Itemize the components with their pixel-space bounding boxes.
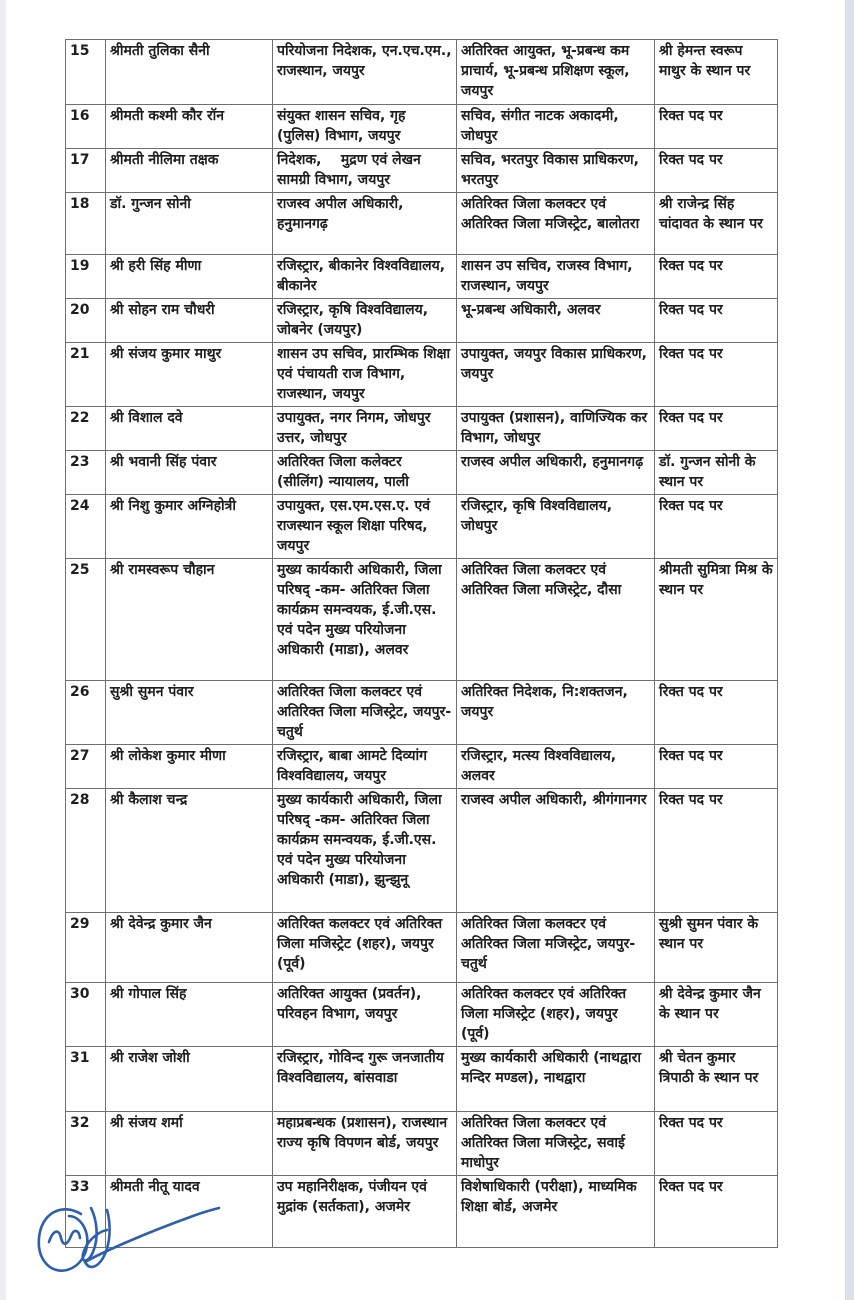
new-post-cell: अतिरिक्त निदेशक, नि:शक्तजन, जयपुर bbox=[457, 681, 655, 745]
new-post-cell: उपायुक्त, जयपुर विकास प्राधिकरण, जयपुर bbox=[457, 343, 655, 407]
current-post-cell: रजिस्ट्रार, गोविन्द गुरू जनजातीय विश्वविद्यालय, बांसवाडा bbox=[273, 1047, 457, 1112]
new-post-cell: रजिस्ट्रार, मत्स्य विश्वविद्यालय, अलवर bbox=[457, 745, 655, 789]
table-row bbox=[66, 451, 778, 495]
current-post-cell: उपायुक्त, नगर निगम, जोधपुर उत्तर, जोधपुर bbox=[273, 407, 457, 451]
table-row bbox=[66, 1047, 778, 1112]
table-row bbox=[66, 983, 778, 1047]
new-post-cell: उपायुक्त (प्रशासन), वाणिज्यिक कर विभाग, जोधपुर bbox=[457, 407, 655, 451]
remark-cell: रिक्त पद पर bbox=[655, 149, 778, 193]
current-post-cell: अतिरिक्त जिला कलक्टर एवं अतिरिक्त जिला मजिस्ट्रेट, जयपुर-चतुर्थ bbox=[273, 681, 457, 745]
serial-number-cell: 19 bbox=[66, 255, 106, 299]
current-post-cell: राजस्व अपील अधिकारी, हनुमानगढ़ bbox=[273, 193, 457, 255]
officer-name-cell: श्री लोकेश कुमार मीणा bbox=[106, 745, 273, 789]
new-post-cell: राजस्व अपील अधिकारी, श्रीगंगानगर bbox=[457, 789, 655, 913]
serial-number-cell: 28 bbox=[66, 789, 106, 913]
table-row bbox=[66, 407, 778, 451]
remark-cell: श्रीमती सुमित्रा मिश्र के स्थान पर bbox=[655, 559, 778, 681]
officer-name-cell: श्री राजेश जोशी bbox=[106, 1047, 273, 1112]
remark-cell: सुश्री सुमन पंवार के स्थान पर bbox=[655, 913, 778, 983]
remark-cell: रिक्त पद पर bbox=[655, 495, 778, 559]
table-row bbox=[66, 193, 778, 255]
new-post-cell: अतिरिक्त जिला कलक्टर एवं अतिरिक्त जिला मजिस्ट्रेट, जयपुर-चतुर्थ bbox=[457, 913, 655, 983]
serial-number-cell: 31 bbox=[66, 1047, 106, 1112]
officer-name-cell: श्री रामस्वरूप चौहान bbox=[106, 559, 273, 681]
new-post-cell: शासन उप सचिव, राजस्व विभाग, राजस्थान, जयपुर bbox=[457, 255, 655, 299]
officer-name-cell: श्री कैलाश चन्द्र bbox=[106, 789, 273, 913]
officer-name-cell: श्री विशाल दवे bbox=[106, 407, 273, 451]
new-post-cell: विशेषाधिकारी (परीक्षा), माध्यमिक शिक्षा बोर्ड, अजमेर bbox=[457, 1176, 655, 1248]
current-post-cell: रजिस्ट्रार, बीकानेर विश्वविद्यालय, बीकानेर bbox=[273, 255, 457, 299]
serial-number-cell: 26 bbox=[66, 681, 106, 745]
new-post-cell: अतिरिक्त कलक्टर एवं अतिरिक्त जिला मजिस्ट्रेट (शहर), जयपुर (पूर्व) bbox=[457, 983, 655, 1047]
new-post-cell: अतिरिक्त आयुक्त, भू-प्रबन्ध कम प्राचार्य, भू-प्रबन्ध प्रशिक्षण स्कूल, जयपुर bbox=[457, 40, 655, 105]
new-post-cell: सचिव, संगीत नाटक अकादमी, जोधपुर bbox=[457, 105, 655, 149]
new-post-cell: भू-प्रबन्ध अधिकारी, अलवर bbox=[457, 299, 655, 343]
current-post-cell: मुख्य कार्यकारी अधिकारी, जिला परिषद् -कम- अतिरिक्त जिला कार्यक्रम समन्वयक, ई.जी.एस. एवं पदेन मुख्य परियोजना अधिकारी (माडा), अलवर bbox=[273, 559, 457, 681]
table-row bbox=[66, 495, 778, 559]
new-post-cell: रजिस्ट्रार, कृषि विश्वविद्यालय, जोधपुर bbox=[457, 495, 655, 559]
officer-name-cell: श्रीमती कश्मी कौर रॉन bbox=[106, 105, 273, 149]
officer-name-cell: श्री देवेन्द्र कुमार जैन bbox=[106, 913, 273, 983]
current-post-cell: अतिरिक्त आयुक्त (प्रवर्तन), परिवहन विभाग, जयपुर bbox=[273, 983, 457, 1047]
current-post-cell: परियोजना निदेशक, एन.एच.एम., राजस्थान, जयपुर bbox=[273, 40, 457, 105]
serial-number-cell: 33 bbox=[66, 1176, 106, 1248]
new-post-cell: राजस्व अपील अधिकारी, हनुमानगढ़ bbox=[457, 451, 655, 495]
serial-number-cell: 15 bbox=[66, 40, 106, 105]
serial-number-cell: 17 bbox=[66, 149, 106, 193]
remark-cell: श्री देवेन्द्र कुमार जैन के स्थान पर bbox=[655, 983, 778, 1047]
remark-cell: रिक्त पद पर bbox=[655, 1112, 778, 1176]
table-row bbox=[66, 299, 778, 343]
current-post-cell: अतिरिक्त जिला कलेक्टर (सीलिंग) न्यायालय, पाली bbox=[273, 451, 457, 495]
serial-number-cell: 20 bbox=[66, 299, 106, 343]
scan-edge-right bbox=[845, 0, 854, 1300]
remark-cell: श्री चेतन कुमार त्रिपाठी के स्थान पर bbox=[655, 1047, 778, 1112]
officer-name-cell: श्री संजय कुमार माथुर bbox=[106, 343, 273, 407]
remark-cell: रिक्त पद पर bbox=[655, 681, 778, 745]
current-post-cell: संयुक्त शासन सचिव, गृह (पुलिस) विभाग, जयपुर bbox=[273, 105, 457, 149]
current-post-cell: रजिस्ट्रार, बाबा आमटे दिव्यांग विश्वविद्यालय, जयपुर bbox=[273, 745, 457, 789]
officer-name-cell: श्री गोपाल सिंह bbox=[106, 983, 273, 1047]
officer-name-cell: श्री संजय शर्मा bbox=[106, 1112, 273, 1176]
new-post-cell: मुख्य कार्यकारी अधिकारी (नाथद्वारा मन्दिर मण्डल), नाथद्वारा bbox=[457, 1047, 655, 1112]
officer-name-cell: डॉ. गुन्जन सोनी bbox=[106, 193, 273, 255]
remark-cell: रिक्त पद पर bbox=[655, 745, 778, 789]
remark-cell: श्री राजेन्द्र सिंह चांदावत के स्थान पर bbox=[655, 193, 778, 255]
current-post-cell: अतिरिक्त कलक्टर एवं अतिरिक्त जिला मजिस्ट्रेट (शहर), जयपुर (पूर्व) bbox=[273, 913, 457, 983]
current-post-cell: मुख्य कार्यकारी अधिकारी, जिला परिषद् -कम- अतिरिक्त जिला कार्यक्रम समन्वयक, ई.जी.एस. एवं पदेन मुख्य परियोजना अधिकारी (माडा), झुन्झुनू bbox=[273, 789, 457, 913]
table-row bbox=[66, 149, 778, 193]
new-post-cell: सचिव, भरतपुर विकास प्राधिकरण, भरतपुर bbox=[457, 149, 655, 193]
serial-number-cell: 30 bbox=[66, 983, 106, 1047]
officer-name-cell: श्री सोहन राम चौधरी bbox=[106, 299, 273, 343]
table-row bbox=[66, 1112, 778, 1176]
table-row bbox=[66, 913, 778, 983]
current-post-cell: महाप्रबन्धक (प्रशासन), राजस्थान राज्य कृषि विपणन बोर्ड, जयपुर bbox=[273, 1112, 457, 1176]
transfer-order-table bbox=[65, 39, 778, 1248]
officer-name-cell: श्रीमती नीलिमा तक्षक bbox=[106, 149, 273, 193]
new-post-cell: अतिरिक्त जिला कलक्टर एवं अतिरिक्त जिला मजिस्ट्रेट, बालोतरा bbox=[457, 193, 655, 255]
serial-number-cell: 29 bbox=[66, 913, 106, 983]
serial-number-cell: 25 bbox=[66, 559, 106, 681]
serial-number-cell: 18 bbox=[66, 193, 106, 255]
officer-name-cell: सुश्री सुमन पंवार bbox=[106, 681, 273, 745]
table-row bbox=[66, 255, 778, 299]
table-row bbox=[66, 559, 778, 681]
remark-cell: रिक्त पद पर bbox=[655, 1176, 778, 1248]
table-row bbox=[66, 681, 778, 745]
remark-cell: श्री हेमन्त स्वरूप माथुर के स्थान पर bbox=[655, 40, 778, 105]
current-post-cell: रजिस्ट्रार, कृषि विश्वविद्यालय, जोबनेर (जयपुर) bbox=[273, 299, 457, 343]
serial-number-cell: 23 bbox=[66, 451, 106, 495]
remark-cell: रिक्त पद पर bbox=[655, 343, 778, 407]
remark-cell: रिक्त पद पर bbox=[655, 105, 778, 149]
scan-edge-left bbox=[0, 0, 6, 1300]
officer-name-cell: श्री भवानी सिंह पंवार bbox=[106, 451, 273, 495]
current-post-cell: शासन उप सचिव, प्रारम्भिक शिक्षा एवं पंचायती राज विभाग, राजस्थान, जयपुर bbox=[273, 343, 457, 407]
serial-number-cell: 32 bbox=[66, 1112, 106, 1176]
table-row bbox=[66, 343, 778, 407]
table-row bbox=[66, 40, 778, 105]
remark-cell: रिक्त पद पर bbox=[655, 407, 778, 451]
serial-number-cell: 21 bbox=[66, 343, 106, 407]
remark-cell: रिक्त पद पर bbox=[655, 255, 778, 299]
table-row bbox=[66, 745, 778, 789]
serial-number-cell: 22 bbox=[66, 407, 106, 451]
officer-name-cell: श्रीमती नीतू यादव bbox=[106, 1176, 273, 1248]
officer-name-cell: श्रीमती तुलिका सैनी bbox=[106, 40, 273, 105]
serial-number-cell: 16 bbox=[66, 105, 106, 149]
new-post-cell: अतिरिक्त जिला कलक्टर एवं अतिरिक्त जिला मजिस्ट्रेट, दौसा bbox=[457, 559, 655, 681]
new-post-cell: अतिरिक्त जिला कलक्टर एवं अतिरिक्त जिला मजिस्ट्रेट, सवाई माधोपुर bbox=[457, 1112, 655, 1176]
current-post-cell: निदेशक, मुद्रण एवं लेखन सामग्री विभाग, जयपुर bbox=[273, 149, 457, 193]
current-post-cell: उपायुक्त, एस.एम.एस.ए. एवं राजस्थान स्कूल शिक्षा परिषद, जयपुर bbox=[273, 495, 457, 559]
serial-number-cell: 24 bbox=[66, 495, 106, 559]
serial-number-cell: 27 bbox=[66, 745, 106, 789]
table-row bbox=[66, 105, 778, 149]
officer-name-cell: श्री निशु कुमार अग्निहोत्री bbox=[106, 495, 273, 559]
current-post-cell: उप महानिरीक्षक, पंजीयन एवं मुद्रांक (सर्तकता), अजमेर bbox=[273, 1176, 457, 1248]
officer-name-cell: श्री हरी सिंह मीणा bbox=[106, 255, 273, 299]
remark-cell: डॉ. गुन्जन सोनी के स्थान पर bbox=[655, 451, 778, 495]
remark-cell: रिक्त पद पर bbox=[655, 299, 778, 343]
signature-ink bbox=[33, 1200, 273, 1278]
table-row bbox=[66, 789, 778, 913]
remark-cell: रिक्त पद पर bbox=[655, 789, 778, 913]
